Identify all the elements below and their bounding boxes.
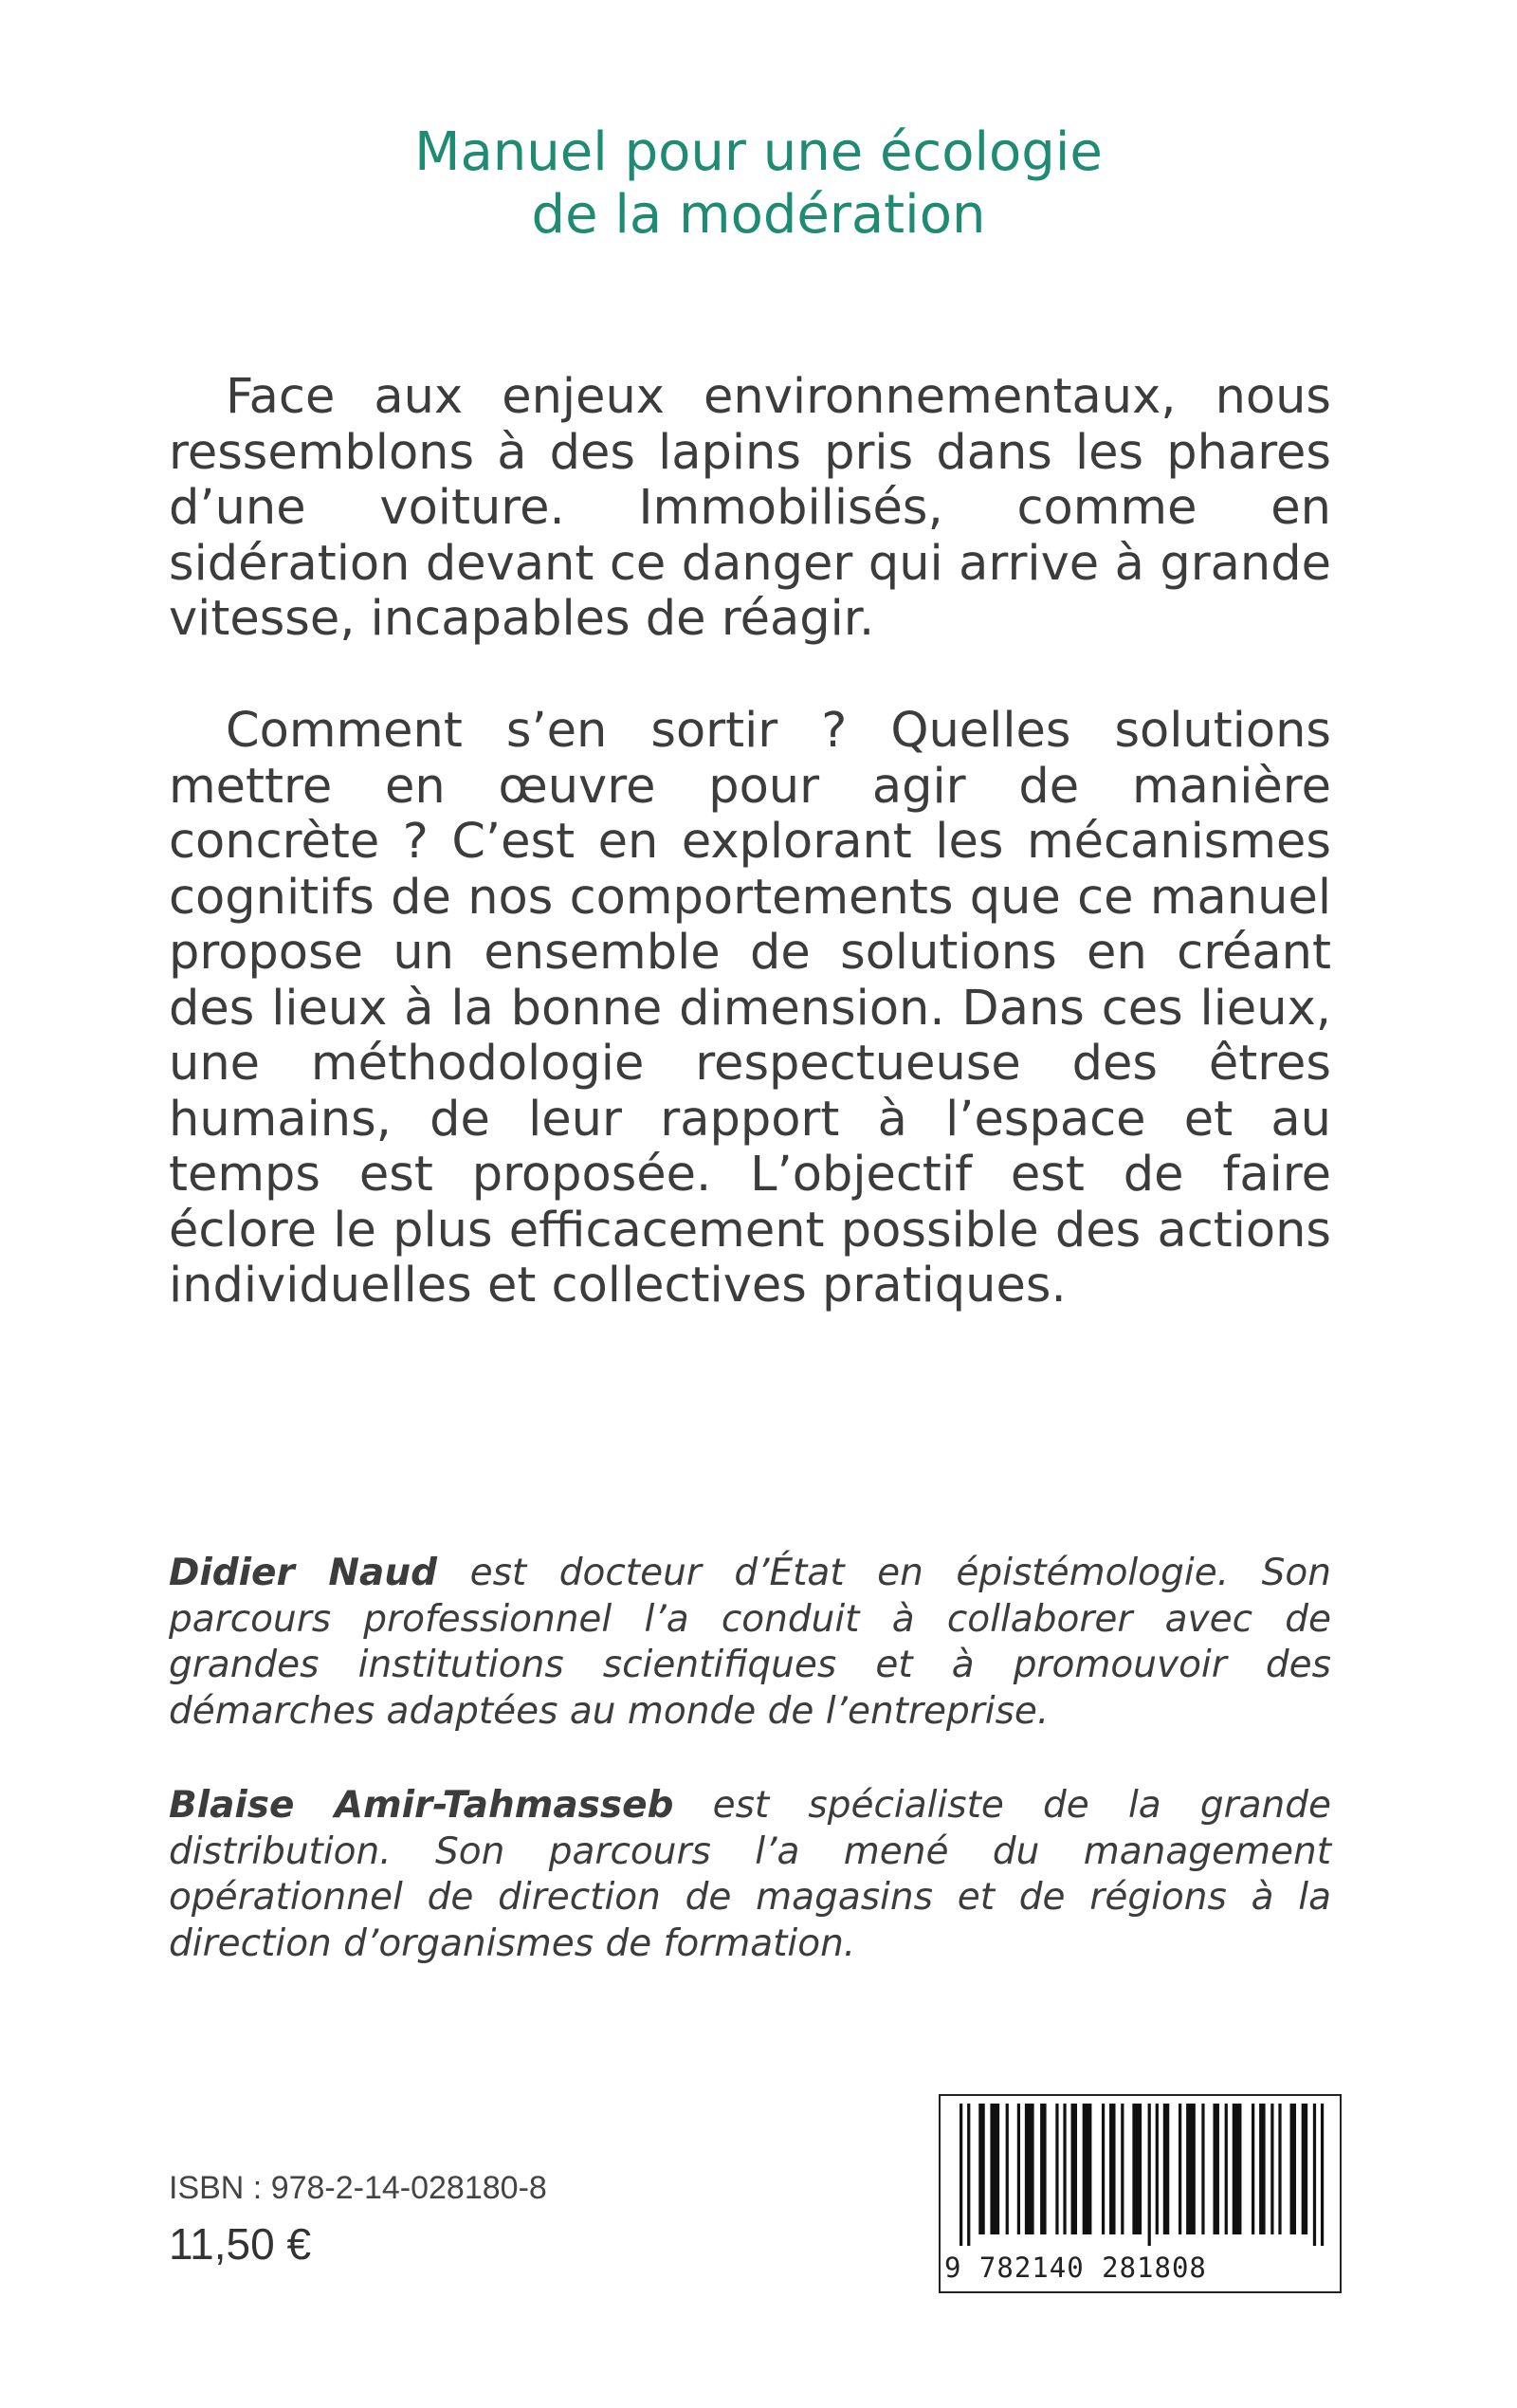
barcode-digits: 9 782140 281808 <box>944 2252 1207 2284</box>
barcode-bar <box>1083 2104 1092 2234</box>
barcode-bar <box>960 2104 962 2246</box>
barcode-bar <box>1148 2104 1151 2246</box>
author-bio-2 <box>169 1783 1331 1967</box>
blurb-paragraph-2: Comment s’en sortir ? Quelles solutions mettre en œuvre pour agir de manière concrète ? C’est en explorant les mécanismes cognitifs de nos comportements que ce manuel propose un ensemble de solutions en créant des lieux à la bonne dimension. Dans ces lieux, une méthodologie respectueuse des êtres humains, de leur rapport à l’espace et au temps est proposée. L’objectif est de faire éclore le plus efficacement possible des actions individuelles et collectives pratiques. <box>169 703 1331 1314</box>
barcode-bar <box>1179 2104 1181 2234</box>
barcode-bar <box>1290 2104 1296 2234</box>
barcode-bar <box>1071 2104 1077 2234</box>
barcode-bar <box>1321 2104 1324 2246</box>
barcode-bar <box>1006 2104 1009 2234</box>
author-bio-1 <box>169 1551 1331 1735</box>
barcode-bar <box>1109 2104 1115 2234</box>
author-bio-text-1: est docteur d’État en épistémologie. Son parcours professionnel l’a conduit à collaborer avec de grandes institutions scientifiques et à promouvoir des démarches adaptées au monde de l’entreprise. <box>169 1552 1331 1733</box>
barcode-bar <box>1213 2104 1218 2234</box>
barcode-bar <box>1201 2104 1204 2234</box>
barcode-bar <box>1055 2104 1058 2234</box>
barcode-bar <box>1040 2104 1046 2234</box>
barcode-bar <box>1132 2104 1142 2234</box>
barcode-bar <box>1017 2104 1020 2234</box>
title-line-1: Manuel pour une écologie <box>414 121 1103 183</box>
barcode-bar <box>1063 2104 1066 2234</box>
barcode-bar <box>1270 2104 1273 2234</box>
barcode-bars <box>960 2104 1325 2246</box>
barcode-bar <box>1163 2104 1169 2234</box>
barcode-bar <box>1102 2104 1105 2234</box>
barcode-bar <box>967 2104 970 2246</box>
barcode-bar <box>990 2104 999 2234</box>
barcode-bar <box>1186 2104 1196 2234</box>
author-name-1: Didier Naud <box>169 1552 438 1594</box>
barcode <box>939 2094 1342 2293</box>
barcode-bar <box>1259 2104 1265 2234</box>
barcode-bar <box>1025 2104 1034 2234</box>
barcode-bar <box>1278 2104 1281 2234</box>
barcode-bar <box>1225 2104 1228 2234</box>
barcode-bar <box>978 2104 984 2234</box>
book-title <box>0 121 1517 247</box>
isbn: ISBN : 978-2-14-028180-8 <box>169 2170 547 2206</box>
barcode-bar <box>1233 2104 1242 2234</box>
barcode-bar <box>1121 2104 1124 2234</box>
author-bio-text-2: est spécialiste de la grande distribution. Son parcours l’a mené du management opérationnel de direction de magasins et de régions à la direction d’organismes de formation. <box>169 1784 1331 1965</box>
title-line-2: de la modération <box>531 184 986 246</box>
barcode-bar <box>1302 2104 1307 2234</box>
barcode-bar <box>1252 2104 1254 2234</box>
barcode-bar <box>1313 2104 1316 2246</box>
blurb-paragraph-1: Face aux enjeux environnementaux, nous ressemblons à des lapins pris dans les phares d’une voiture. Immobilisés, comme en sidération devant ce danger qui arrive à grande vitesse, incapables de réagir. <box>169 369 1331 647</box>
price: 11,50 € <box>169 2219 312 2269</box>
author-name-2: Blaise Amir-Tahmasseb <box>169 1784 674 1827</box>
barcode-bar <box>1156 2104 1159 2234</box>
